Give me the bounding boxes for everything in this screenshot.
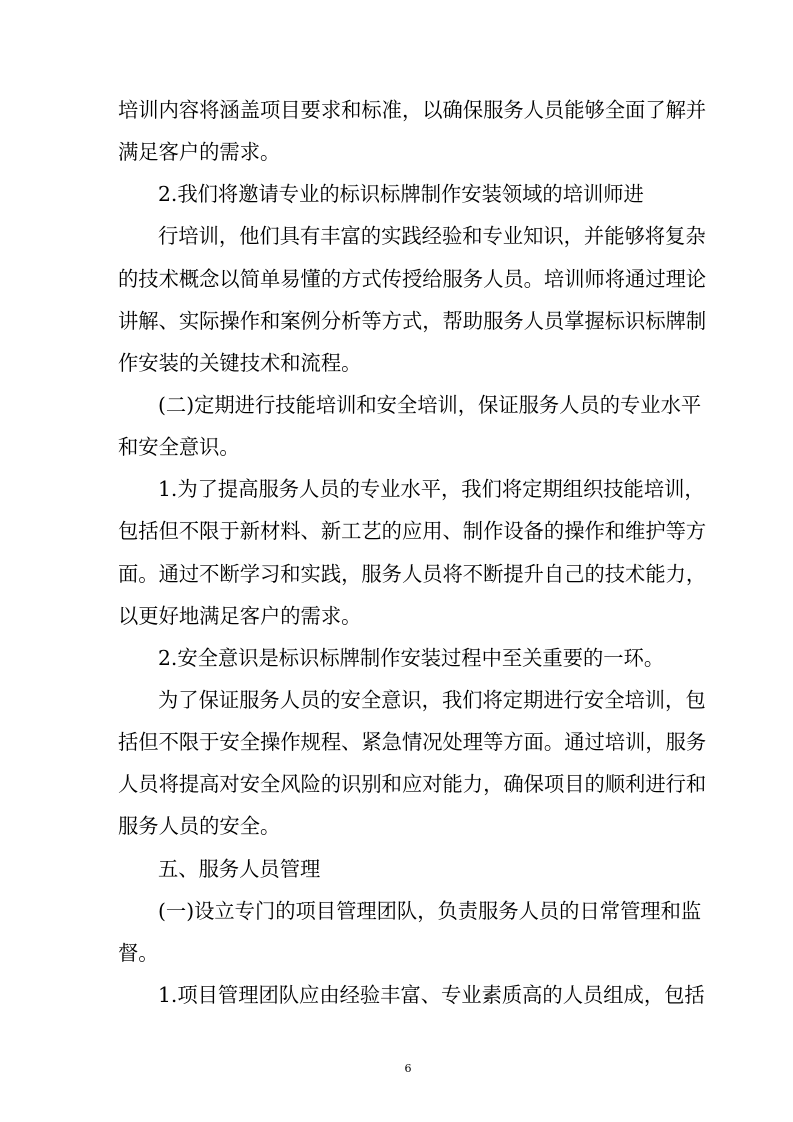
text-line: (二)定期进行技能培训和安全培训，保证服务人员的专业水平 [158, 392, 702, 417]
text-line: 2.安全意识是标识标牌制作安装过程中至关重要的一环。 [158, 645, 665, 670]
text-line: 人员将提高对安全风险的识别和应对能力，确保项目的顺利进行和 [118, 772, 707, 797]
text-line: 2.我们将邀请专业的标识标牌制作安装领域的培训师进 [158, 182, 644, 207]
text-line: 为了保证服务人员的安全意识，我们将定期进行安全培训，包 [158, 687, 706, 712]
text-line: 包括但不限于新材料、新工艺的应用、制作设备的操作和维护等方 [118, 519, 707, 544]
text-line: 服务人员的安全。 [118, 814, 281, 839]
text-line: 括但不限于安全操作规程、紧急情况处理等方面。通过培训，服务 [118, 730, 707, 755]
document-body [118, 89, 707, 1016]
text-line: 满足客户的需求。 [118, 140, 281, 165]
text-line: 1.为了提高服务人员的专业水平，我们将定期组织技能培训， [158, 477, 705, 502]
text-line: 的技术概念以简单易懂的方式传授给服务人员。培训师将通过理论 [118, 266, 707, 291]
text-line: 1.项目管理团队应由经验丰富、专业素质高的人员组成，包括 [158, 982, 705, 1007]
text-line: 作安装的关键技术和流程。 [118, 350, 362, 375]
text-line: 行培训，他们具有丰富的实践经验和专业知识，并能够将复杂 [158, 224, 706, 249]
text-line: 讲解、实际操作和案例分析等方式，帮助服务人员掌握标识标牌制 [118, 308, 707, 333]
text-line: 五、服务人员管理 [158, 856, 321, 881]
text-line: (一)设立专门的项目管理团队，负责服务人员的日常管理和监 [158, 898, 702, 923]
text-line: 培训内容将涵盖项目要求和标准，以确保服务人员能够全面了解并 [118, 98, 707, 122]
text-line: 和安全意识。 [118, 435, 240, 460]
page-number: 6 [404, 1062, 412, 1075]
text-line: 面。通过不断学习和实践，服务人员将不断提升自己的技术能力， [118, 561, 707, 586]
text-line: 督。 [118, 940, 159, 965]
text-line: 以更好地满足客户的需求。 [118, 603, 362, 628]
